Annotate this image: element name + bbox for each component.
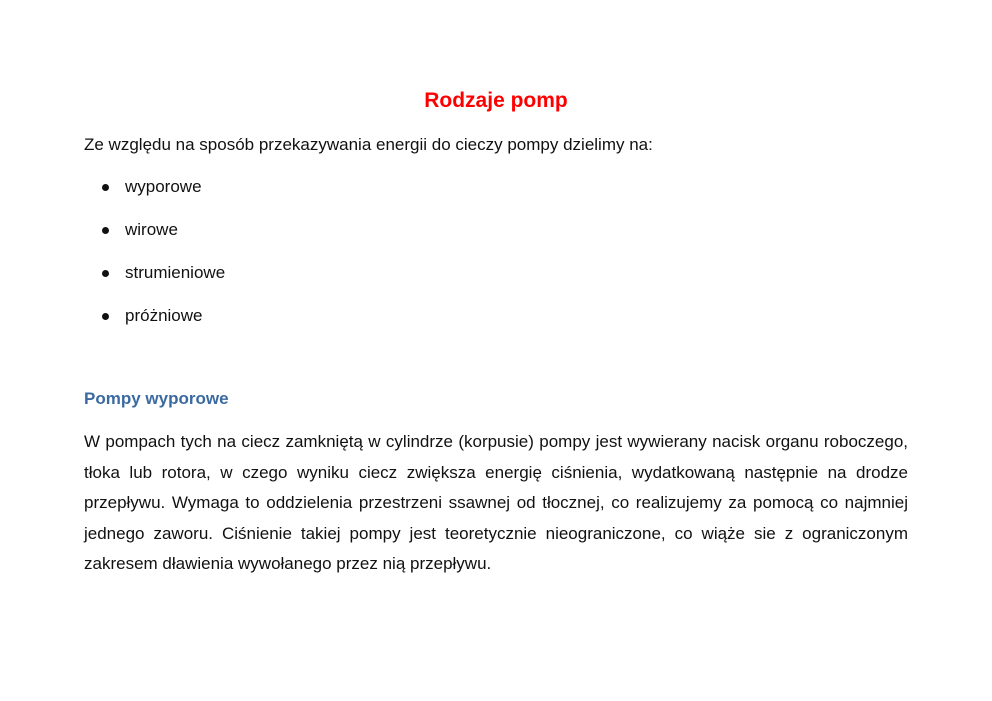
list-item — [84, 218, 225, 261]
list-item-label: strumieniowe — [125, 263, 226, 282]
section-paragraph: W pompach tych na ciecz zamkniętą w cylindrze (korpusie) pompy jest wywierany nacisk organu roboczego, tłoka lub rotora, w czego wyniku ciecz zwiększa energię ciśnienia, wydatkowaną następnie na drodze przepływu. Wymaga to oddzielenia przestrzeni ssawnej od tłocznej, co realizujemy za pomocą co najmniej jednego zaworu. Ciśnienie takiej pompy jest teoretycznie nieograniczone, co wiąże sie z ograniczonym zakresem dławienia wywołanego przez nią przepływu. — [84, 432, 908, 573]
bullet-icon — [102, 227, 109, 234]
bullet-icon — [102, 313, 109, 320]
page-title: Rodzaje pomp — [424, 89, 568, 112]
list-item-label: wyporowe — [125, 177, 202, 196]
pump-types-list — [84, 175, 225, 347]
list-item — [84, 175, 225, 218]
list-item-label: próżniowe — [125, 306, 203, 325]
bullet-icon — [102, 270, 109, 277]
list-item — [84, 304, 225, 347]
bullet-icon — [102, 184, 109, 191]
intro-paragraph: Ze względu na sposób przekazywania energii do cieczy pompy dzielimy na: — [84, 135, 653, 154]
list-item-label: wirowe — [125, 220, 178, 239]
section-heading: Pompy wyporowe — [84, 389, 229, 408]
list-item — [84, 261, 225, 304]
